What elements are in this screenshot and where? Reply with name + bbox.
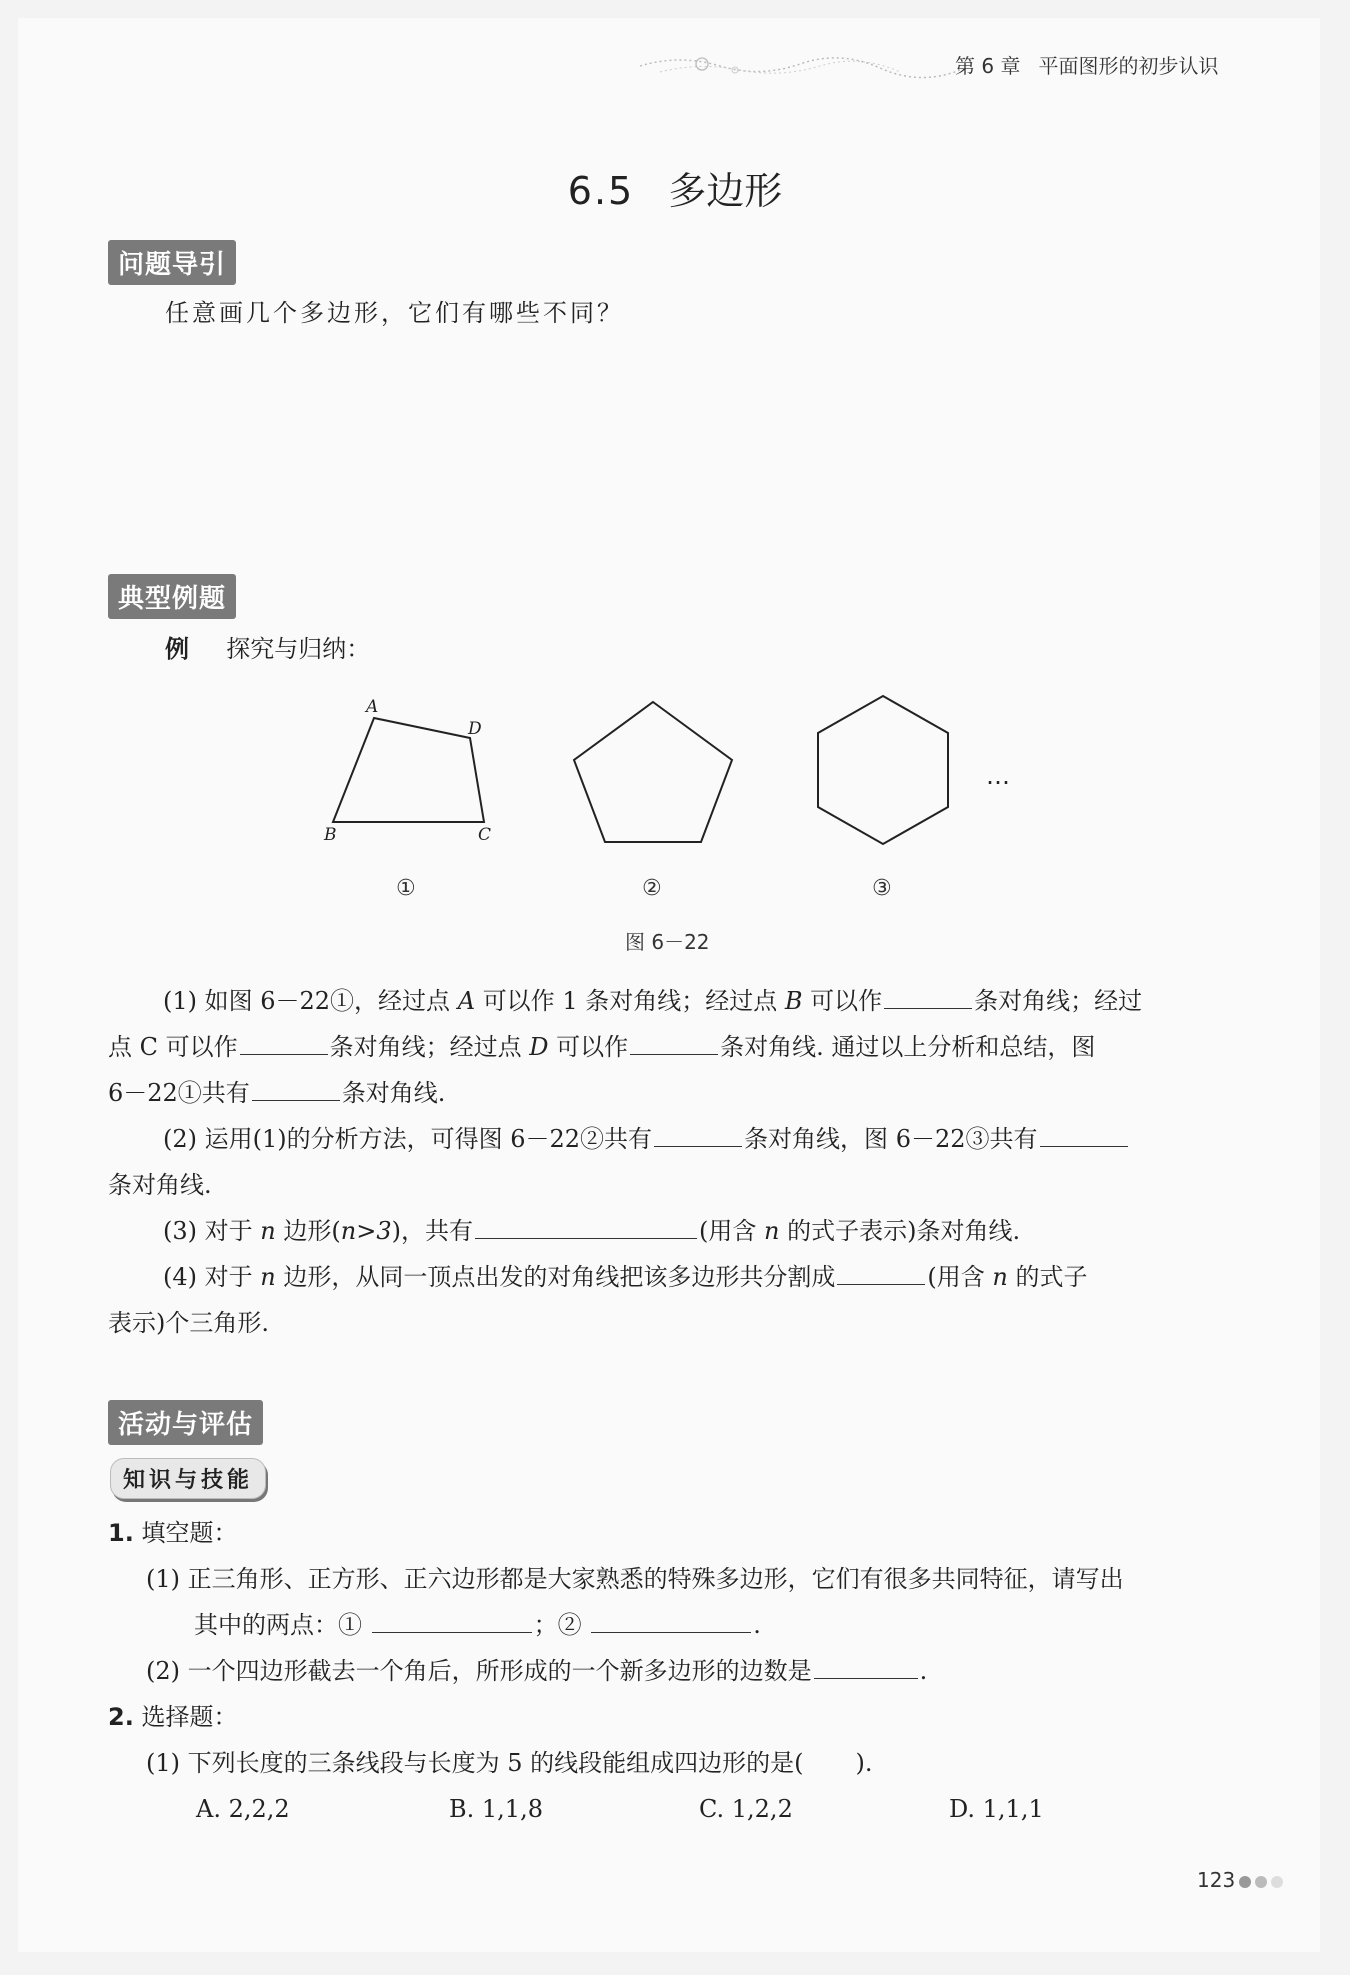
q2-text-2: 条对角线，图 6－22③共有 — [744, 1125, 1038, 1153]
q3-text-1: (3) 对于 — [163, 1217, 253, 1245]
p1-title: 填空题： — [141, 1519, 238, 1547]
label-B: B — [324, 825, 337, 845]
problem-1 — [108, 1510, 1238, 1694]
question-1 — [108, 978, 1238, 1116]
q4-text-3: (用含 — [927, 1263, 985, 1291]
q1-text-7: 可以作 — [556, 1033, 629, 1061]
p1-s2-text-b: . — [919, 1657, 928, 1685]
caption-2: ② — [642, 876, 662, 901]
hexagon — [818, 696, 948, 844]
p1-s1-text-b: 其中的两点：① — [194, 1611, 362, 1639]
q2-text-1: (2) 运用(1)的分析方法，可得图 6－22②共有 — [163, 1125, 653, 1153]
p1-blank-1[interactable] — [372, 1631, 532, 1633]
example-heading — [165, 626, 370, 672]
q4-text-2: 边形，从同一顶点出发的对角线把该多边形共分割成 — [283, 1263, 836, 1291]
page-title — [0, 160, 1350, 215]
page-number: 123 — [1197, 1868, 1236, 1892]
q1-text-2: 可以作 1 条对角线；经过点 — [482, 987, 778, 1015]
p2-s1-text: (1) 下列长度的三条线段与长度为 5 的线段能组成四边形的是( — [146, 1749, 804, 1777]
label-D: D — [468, 719, 482, 739]
q4-blank[interactable] — [837, 1283, 925, 1285]
question-3 — [163, 1208, 1020, 1254]
q4-line-1 — [108, 1254, 1238, 1300]
question-4 — [108, 1254, 1238, 1346]
p2-s1 — [108, 1740, 1238, 1786]
option-d[interactable]: D. 1,1,1 — [949, 1795, 1044, 1823]
ellipsis: … — [986, 762, 1010, 790]
q1-text-4: 条对角线；经过 — [974, 987, 1143, 1015]
question-2 — [108, 1116, 1238, 1208]
p1-heading — [108, 1510, 1238, 1556]
q1-line-2 — [108, 1024, 1238, 1070]
q1-var-b: B — [784, 987, 803, 1015]
tag-activity-assessment: 活动与评估 — [108, 1400, 263, 1445]
q4-line-2: 表示)个三角形. — [108, 1309, 269, 1337]
label-A: A — [366, 697, 379, 717]
example-label: 例 — [165, 635, 189, 663]
subtag-knowledge-skills — [110, 1458, 266, 1499]
q3-blank[interactable] — [475, 1237, 697, 1239]
q1-line-3 — [108, 1070, 1238, 1116]
q4-text-4: 的式子 — [1015, 1263, 1088, 1291]
tag-typical-example: 典型例题 — [108, 574, 236, 619]
dot-2 — [1255, 1876, 1267, 1888]
q1-text-3: 可以作 — [810, 987, 883, 1015]
p2-s1-end: ). — [855, 1749, 873, 1777]
dot-1 — [1239, 1876, 1251, 1888]
p1-s1-line1: (1) 正三角形、正方形、正六边形都是大家熟悉的特殊多边形，它们有很多共同特征，请写出 — [146, 1565, 1124, 1593]
q3-text-4: (用含 — [698, 1217, 757, 1245]
caption-1: ① — [396, 876, 416, 901]
p2-heading — [108, 1694, 1238, 1740]
q1-text-1: (1) 如图 6－22①，经过点 — [163, 987, 451, 1015]
q4-text-1: (4) 对于 — [163, 1263, 253, 1291]
q3-text-3: )，共有 — [391, 1217, 473, 1245]
q2-blank-2[interactable] — [1040, 1145, 1128, 1147]
chapter-number: 第 6 章 — [955, 54, 1021, 78]
p1-blank-3[interactable] — [814, 1677, 918, 1679]
pentagon — [574, 702, 732, 842]
p2-number: 2. — [108, 1703, 134, 1731]
quadrilateral-abcd — [333, 718, 484, 822]
section-number: 6.5 — [567, 169, 635, 213]
q1-blank-c[interactable] — [240, 1053, 328, 1055]
q1-text-8: 条对角线. 通过以上分析和总结，图 — [720, 1033, 1096, 1061]
q1-blank-b[interactable] — [884, 1007, 972, 1009]
q3-condition: n>3 — [340, 1217, 392, 1245]
p1-s1-text-c: ；② — [533, 1611, 582, 1639]
caption-3: ③ — [872, 876, 892, 901]
q1-text-5: 点 C 可以作 — [108, 1033, 238, 1061]
running-header — [955, 50, 1236, 79]
q3-var-n: n — [260, 1217, 276, 1245]
q3-text-2: 边形( — [283, 1217, 341, 1245]
p1-s2 — [108, 1648, 1238, 1694]
option-b[interactable]: B. 1,1,8 — [449, 1795, 543, 1823]
option-a[interactable]: A. 2,2,2 — [196, 1795, 290, 1823]
q2-line-1 — [108, 1116, 1238, 1162]
page-number-block — [1197, 1868, 1283, 1892]
subtag-label: 知识与技能 — [110, 1458, 266, 1499]
p1-s2-text-a: (2) 一个四边形截去一个角后，所形成的一个新多边形的边数是 — [146, 1657, 812, 1685]
chapter-title: 平面图形的初步认识 — [1038, 54, 1219, 78]
dot-3 — [1271, 1876, 1283, 1888]
section-title: 多边形 — [668, 169, 783, 213]
header-decoration — [640, 44, 960, 84]
label-C: C — [478, 825, 492, 845]
example-text: 探究与归纳： — [226, 635, 371, 663]
p1-s1-line2 — [108, 1602, 1238, 1648]
p1-s1-text-d: . — [753, 1611, 761, 1639]
p1-number: 1. — [108, 1519, 134, 1547]
p2-title: 选择题： — [141, 1703, 238, 1731]
tag-problem-guide: 问题导引 — [108, 240, 236, 285]
q1-text-10: 条对角线. — [341, 1079, 446, 1107]
problem-2 — [108, 1694, 1238, 1832]
q1-blank-d[interactable] — [630, 1053, 718, 1055]
q1-var-a: A — [457, 987, 476, 1015]
option-c[interactable]: C. 1,2,2 — [699, 1795, 793, 1823]
q3-text-5: 的式子表示)条对角线. — [787, 1217, 1021, 1245]
p1-blank-2[interactable] — [591, 1631, 751, 1633]
q4-var-n-2: n — [992, 1263, 1008, 1291]
q4-var-n: n — [260, 1263, 276, 1291]
figure-title: 图 6－22 — [625, 930, 710, 954]
q1-var-d: D — [529, 1033, 549, 1061]
p2-options — [108, 1786, 1238, 1832]
q3-var-n-2: n — [763, 1217, 780, 1245]
q1-blank-total[interactable] — [252, 1099, 340, 1101]
figure-6-22 — [300, 690, 1060, 910]
guide-question: 任意画几个多边形，它们有哪些不同？ — [165, 299, 624, 327]
q2-blank-1[interactable] — [654, 1145, 742, 1147]
q2-line-2: 条对角线. — [108, 1171, 212, 1199]
q1-line-1 — [108, 978, 1238, 1024]
q1-text-6: 条对角线；经过点 — [329, 1033, 522, 1061]
q1-text-9: 6－22①共有 — [108, 1079, 250, 1107]
